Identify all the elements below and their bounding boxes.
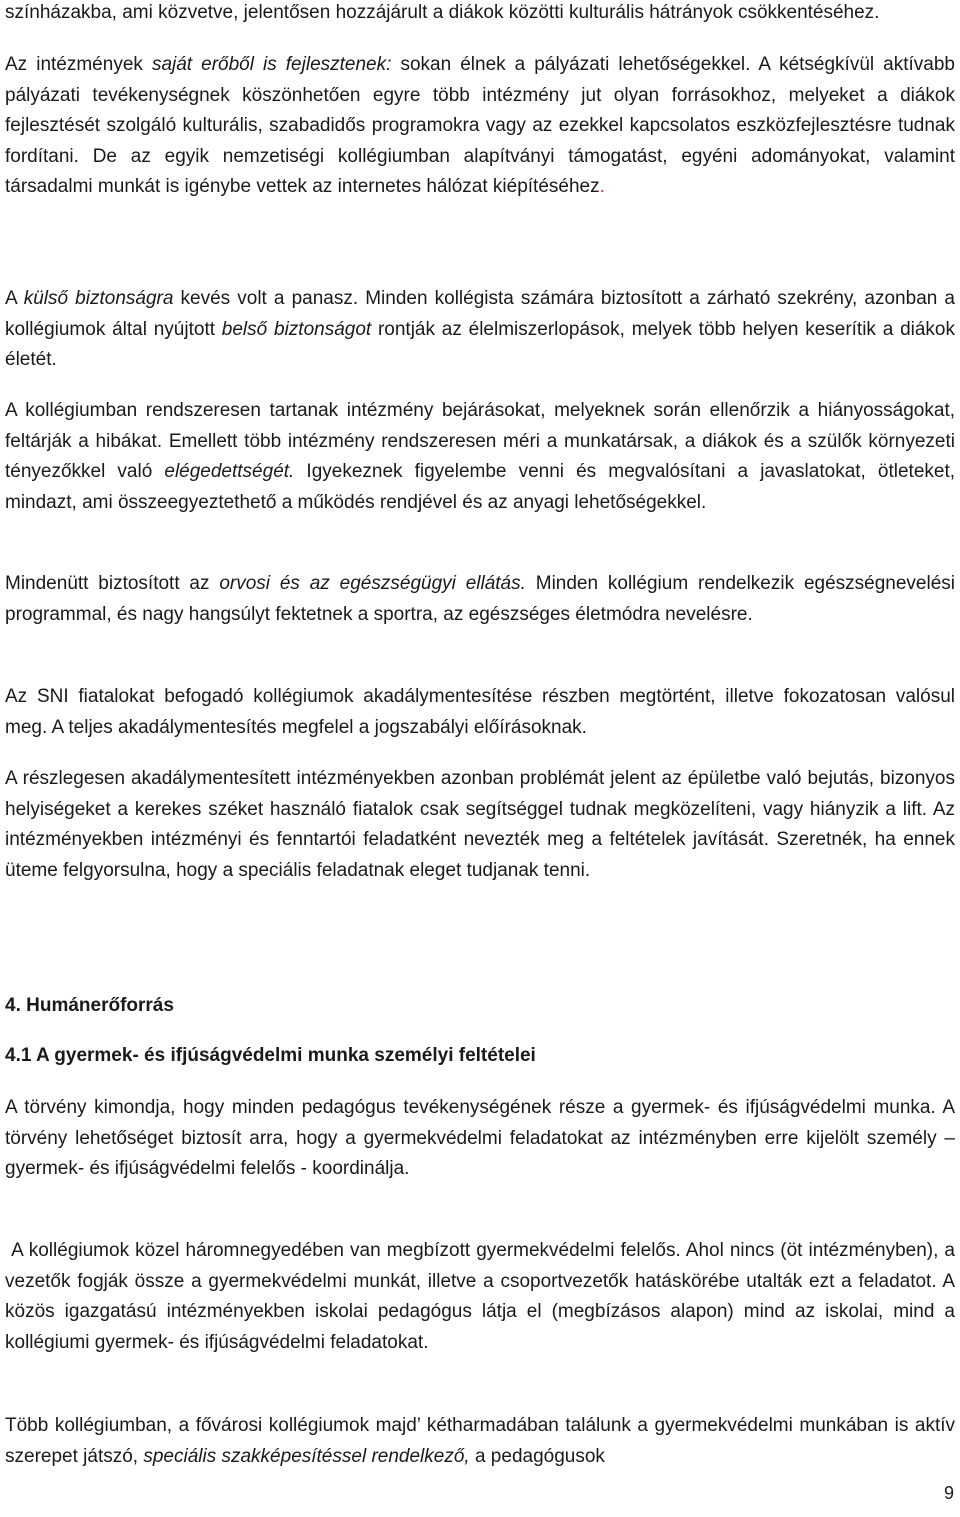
paragraph-3-italic-1: külső biztonságra xyxy=(23,288,174,309)
paragraph-2-italic: saját erőből is fejlesztenek: xyxy=(151,54,392,75)
section-heading xyxy=(5,991,174,1021)
paragraph-7-text: A részlegesen akadálymentesített intézményekben azonban problémát jelent az épületbe való bejutás, bizonyos helyiségeket a kerekes széket használó fiatalok csak segítséggel tudnak megközelíteni, vagy hiányzik a lift. Az intézményekben intézményi és fenntartói feladatként nevezték meg a feltételek javítását. Szeretnék, ha ennek üteme felgyorsulna, hogy a speciális feladatnak eleget tudjanak tenni. xyxy=(5,768,955,881)
paragraph-5-italic: orvosi és az egészségügyi ellátás. xyxy=(219,573,526,594)
paragraph-3-italic-2: belső biztonságot xyxy=(221,318,372,340)
paragraph-4 xyxy=(5,396,955,518)
paragraph-4-text-b: Igyekeznek figyelembe venni és megvalósítani a javaslatokat, ötleteket, mindazt, ami összeegyeztethető a működés rendjével és az anyagi lehetőségekkel. xyxy=(5,461,956,513)
paragraph-2-text-a: Az intézmények xyxy=(5,54,152,75)
paragraph-3-text-a: A xyxy=(5,288,24,309)
paragraph-8-text: A törvény kimondja, hogy minden pedagógus tevékenységének része a gyermek- és ifjúságvédelmi munka. A törvény lehetőséget biztosít arra, hogy a gyermekvédelmi feladatokat az intézményben erre kijelölt személy – gyermek- és ifjúságvédelmi felelős - koordinálja. xyxy=(5,1097,955,1179)
paragraph-8 xyxy=(5,1093,955,1185)
paragraph-5-text-a: Mindenütt biztosított az xyxy=(5,573,220,594)
paragraph-5 xyxy=(5,569,955,630)
subsection-heading xyxy=(5,1041,536,1071)
paragraph-3-text-b: kevés volt a panasz. Minden kollégista számára biztosított a zárható szekrény, azonban a kollégiumok által nyújtott xyxy=(5,288,955,340)
paragraph-10-text-b: a pedagógusok xyxy=(469,1445,605,1467)
paragraph-2 xyxy=(5,50,955,203)
paragraph-5-text-b: Minden kollégium rendelkezik egészségnevelési programmal, és nagy hangsúlyt fektetnek a sportra, az egészséges életmódra nevelésre. xyxy=(5,573,955,625)
paragraph-2-dot: . xyxy=(599,176,605,197)
paragraph-4-text-a: A kollégiumban rendszeresen tartanak intézmény bejárásokat, melyeknek során ellenőrzik a hiányosságokat, feltárják a hibákat. Emellett több intézmény rendszeresen méri a munkatársak, a diákok és a szülők környezeti tényezőkkel való xyxy=(5,400,955,482)
paragraph-2-text-b: sokan élnek a pályázati lehetőségekkel. A kétségkívül aktívabb pályázati tevékenységnek köszönhetően egyre több intézmény jut olyan forrásokhoz, melyeket a diákok fejlesztését szolgáló kulturális, szabadidős programokra vagy az ezekkel kapcsolatos eszközfejlesztésre tudnak fordítani. De az egyik nemzetiségi kollégiumban alapítványi támogatást, egyéni adományokat, valamint társadalmi munkát is igénybe vettek az internetes hálózat kiépítéséhez xyxy=(5,54,955,197)
subsection-heading-text: 4.1 A gyermek- és ifjúságvédelmi munka személyi feltételei xyxy=(5,1045,536,1066)
paragraph-9-text: A kollégiumok közel háromnegyedében van megbízott gyermekvédelmi felelős. Ahol nincs (öt intézményben), a vezetők fogják össze a gyermekvédelmi munkát, illetve a csoportvezetők hatáskörébe utalták ezt a feladatot. A közös igazgatású intézményekben iskolai pedagógus látja el (megbízásos alapon) mind az iskolai, mind a kollégiumi gyermek- és ifjúságvédelmi feladatokat. xyxy=(5,1240,960,1353)
paragraph-10-text-a: Több kollégiumban, a fővárosi kollégiumok majd’ kétharmadában találunk a gyermekvédelmi munkában is aktív szerepet játszó, xyxy=(5,1415,955,1467)
paragraph-3 xyxy=(5,284,955,376)
paragraph-6 xyxy=(5,682,955,743)
paragraph-6-text: Az SNI fiatalokat befogadó kollégiumok akadálymentesítése részben megtörtént, illetve fokozatosan valósul meg. A teljes akadálymentesítés megfelel a jogszabályi előírásoknak. xyxy=(5,686,955,738)
page-number: 9 xyxy=(943,1483,954,1503)
paragraph-1 xyxy=(5,0,955,29)
paragraph-1-text: színházakba, ami közvetve, jelentősen hozzájárult a diákok közötti kulturális hátrányok csökkentéséhez. xyxy=(5,2,880,23)
paragraph-9 xyxy=(5,1236,960,1358)
paragraph-10-italic: speciális szakképesítéssel rendelkező, xyxy=(143,1445,470,1467)
paragraph-7 xyxy=(5,764,955,886)
section-heading-text: 4. Humánerőforrás xyxy=(5,995,174,1016)
paragraph-4-italic: elégedettségét. xyxy=(164,461,295,482)
paragraph-3-text-c: rontják az élelmiszerlopások, melyek több helyen keserítik a diákok életét. xyxy=(5,318,955,370)
paragraph-10 xyxy=(5,1411,955,1472)
